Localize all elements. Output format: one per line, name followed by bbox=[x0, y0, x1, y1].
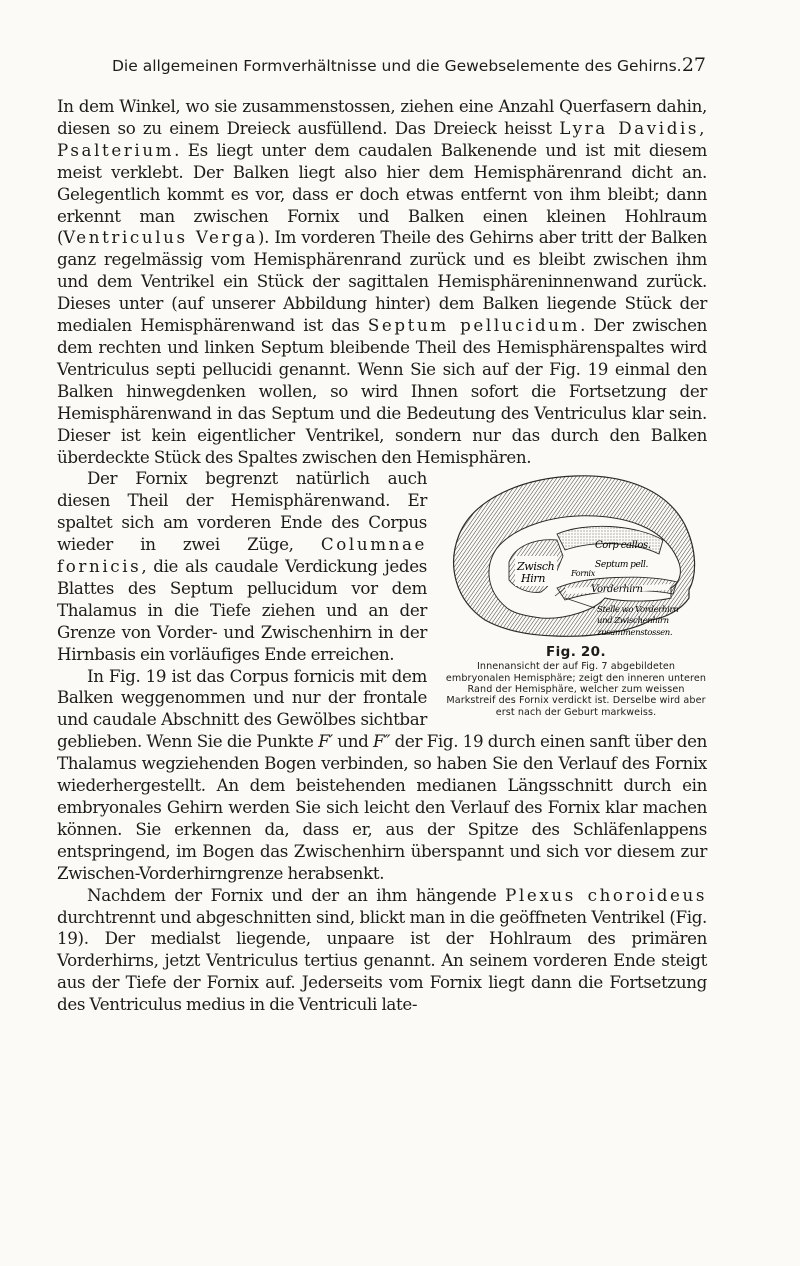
running-header bbox=[112, 54, 706, 80]
spaced-term-lyra: Lyra Davidis, Psalterium bbox=[57, 117, 707, 160]
label-hirn: Hirn bbox=[521, 572, 546, 586]
label-zwisch: Zwisch bbox=[517, 560, 555, 574]
figure-20 bbox=[445, 470, 707, 717]
text-run: Der Fornix begrenzt natürlich auch diesen Theil der Hemisphärenwand. Er spaltet sich am vorderen Ende des Corpus wieder in zwei Züge, bbox=[57, 468, 427, 555]
figure-caption: Innenansicht der auf Fig. 7 abgebildeten embryonalen Hemisphäre; zeigt den inneren unteren Rand der Hemisphäre, welcher zum weissen Markstreif des Fornix verdickt ist. Derselbe wird aber erst nach der Geburt markweiss. bbox=[445, 661, 707, 718]
label-corp-callos: Corp callos. bbox=[595, 540, 651, 552]
header-title: Die allgemeinen Formverhältnisse und die Gewebselemente des Gehirns. bbox=[112, 57, 682, 75]
figure-label: Fig. 20. bbox=[546, 644, 606, 661]
label-vorderhirn: Vorderhirn bbox=[591, 584, 643, 596]
paragraph-4 bbox=[57, 885, 707, 1016]
label-stelle-1: Stelle wo Vorderhirn bbox=[597, 605, 679, 616]
spaced-term-verga: Ventriculus Verga bbox=[63, 227, 258, 248]
text-run: . Es liegt unter dem caudalen Balkenende und ist mit diesem meist verklebt. Der Balken liegt also hier dem Hemisphärenrand dicht an. Gelegentlich kommt es vor, dass er doch etwas entfernt von ihm bleibt; dann erkennt man zwischen Fornix und Balken einen kleinen Hohlraum ( bbox=[57, 139, 707, 248]
page-number: 27 bbox=[681, 54, 706, 76]
label-fornix: Fornix bbox=[571, 569, 595, 579]
text-run: ). Im vorderen Theile des Gehirns aber tritt der Balken ganz regelmässig vom Hemisphärenrand zurück und es bleibt zwischen ihm und dem Ventrikel ein Stück der sagittalen Hemisphäreninnenwand zurück. Dieses unter (auf unserer Abbildung hinter) dem Balken liegende Stück der medialen Hemisphärenwand ist das bbox=[57, 227, 707, 336]
label-septum-pell: Septum pell. bbox=[595, 560, 649, 571]
text-run: der Fig. 19 durch einen sanft über den Thalamus wegziehenden Bogen verbinden, so haben Sie den Verlauf des Fornix wiederhergestellt. An dem beistehenden medianen Längsschnitt durch ein embryonales Gehirn werden Sie sich leicht den Verlauf des Fornix klar machen können. Sie erkennen da, dass er, aus der Spitze des Schläfenlappens entspringend, im Bogen das Zwischenhirn überspannt und sich vor diesem zur Zwischen-Vorderhirngrenze herabsenkt. bbox=[57, 731, 707, 883]
text-run: Nachdem der Fornix und der an ihm hängende bbox=[87, 884, 506, 905]
text-run: In Fig. 19 ist das Corpus fornicis mit dem Balken weggenommen und nur der frontale und caudale Abschnitt des Gewölbes sichtbar geblieben. Wenn Sie die Punkte bbox=[57, 665, 427, 752]
page-body bbox=[57, 96, 707, 1016]
spaced-term-columnae: Columnae fornicis bbox=[57, 534, 427, 577]
brain-drawing bbox=[445, 470, 707, 642]
point-f2: F″ bbox=[372, 731, 391, 752]
text-run: durchtrennt und abgeschnitten sind, blickt man in die geöffneten Ventrikel (Fig. 19). Der medialst liegende, unpaare ist der Hohlraum des primären Vorderhirns, jetzt Ventriculus tertius genannt. An seinem vorderen Ende steigt aus der Tiefe der Fornix auf. Jederseits vom Fornix liegt dann die Fortsetzung des Ventriculus medius in die Ventriculi late- bbox=[57, 906, 707, 1015]
point-f1: F′ bbox=[318, 731, 333, 752]
paragraph-1 bbox=[57, 96, 707, 468]
text-run: In dem Winkel, wo sie zusammenstossen, ziehen eine Anzahl Querfasern dahin, diesen so zu einem Dreieck ausfüllend. Das Dreieck heisst bbox=[57, 96, 707, 138]
spaced-term-septum: Septum pellucidum bbox=[367, 315, 581, 336]
label-stelle-2: und Zwischenhirn bbox=[597, 616, 669, 627]
label-stelle-3: zusammenstossen. bbox=[597, 628, 673, 639]
spaced-term-plexus: Plexus choroideus bbox=[505, 884, 707, 905]
text-run: und bbox=[332, 731, 373, 752]
text-run: . Der zwischen dem rechten und linken Septum bleibende Theil des Hemisphärenspaltes wird Ventriculus septi pellucidi genannt. Wenn Sie sich auf der Fig. 19 einmal den Balken hinwegdenken wollen, so wird Ihnen sofort die Fortsetzung der Hemisphärenwand in das Septum und die Bedeutung des Ventriculus klar sein. Dieser ist kein eigentlicher Ventrikel, sondern nur das durch den Balken überdeckte Stück des Spaltes zwischen den Hemisphären. bbox=[57, 315, 707, 467]
text-run: , die als caudale Verdickung jedes Blattes des Septum pellucidum vor dem Thalamus in die Tiefe ziehen und an der Grenze von Vorder- und Zwischenhirn in der Hirnbasis ein vorläufiges Ende erreichen. bbox=[57, 556, 427, 664]
